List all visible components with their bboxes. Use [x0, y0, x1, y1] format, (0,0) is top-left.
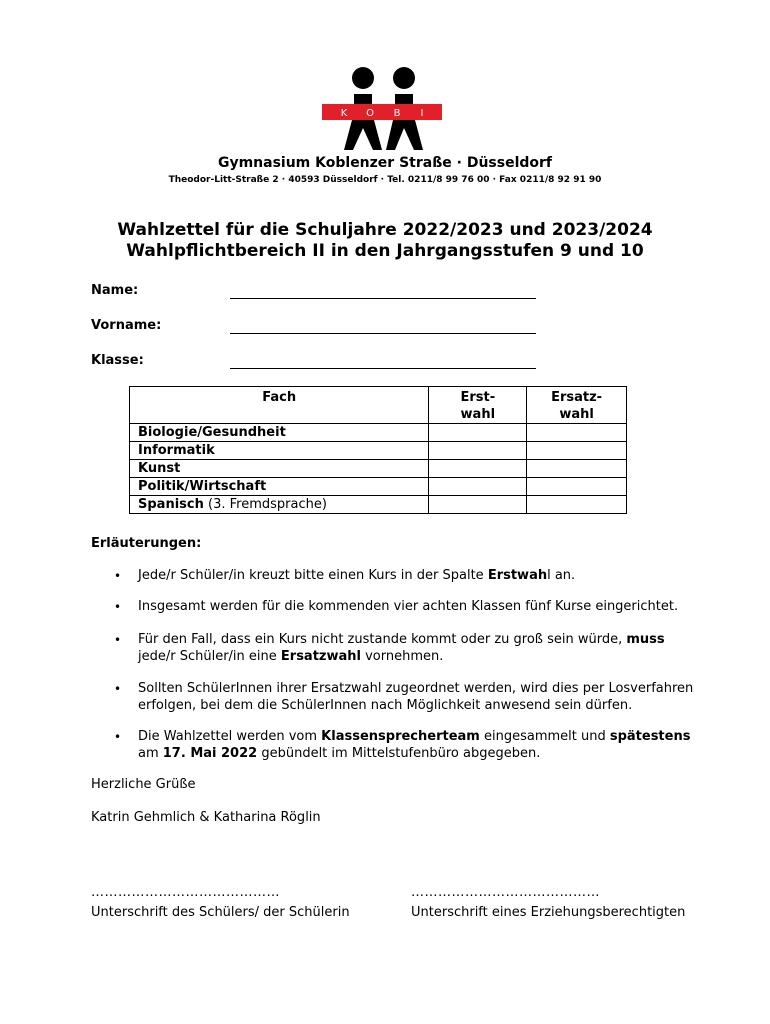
erstwahl-cell[interactable] [429, 496, 527, 514]
bullet: • [114, 569, 122, 583]
explanation-5: Die Wahlzettel werden vom Klassensprecherteam eingesammelt und spätestens am 17. Mai 2022 gebündelt im Mittelstufenbüro abgegeben. [138, 729, 691, 761]
klasse-line[interactable] [230, 354, 536, 369]
subject-name: Spanisch (3. Fremdsprache) [130, 496, 429, 514]
school-name: Gymnasium Koblenzer Straße · Düsseldorf [217, 155, 553, 171]
signers: Katrin Gehmlich & Katharina Röglin [91, 810, 321, 825]
table-header-row [130, 387, 627, 424]
table-row [130, 460, 627, 478]
header-fach: Fach [130, 387, 429, 424]
school-logo [322, 66, 442, 150]
subject-name: Biologie/Gesundheit [130, 424, 429, 442]
explanation-2: Insgesamt werden für die kommenden vier achten Klassen fünf Kurse eingerichtet. [138, 599, 679, 614]
explanation-4: Sollten SchülerInnen ihrer Ersatzwahl zugeordnet werden, wird dies per Losverfahren erfolgen, bei dem die SchülerInnen nach Möglichkeit anwesend sein dürfen. [138, 681, 694, 713]
ersatzwahl-cell[interactable] [527, 424, 627, 442]
logo-letter-o: O [366, 108, 374, 119]
vorname-line[interactable] [230, 319, 536, 334]
logo-legs-left [344, 120, 382, 150]
document-title: Wahlzettel für die Schuljahre 2022/2023 und 2023/2024 [117, 220, 653, 240]
bullet: • [114, 600, 122, 614]
signature-line-guardian[interactable]: …………………………………… [411, 885, 600, 900]
table-row [130, 496, 627, 514]
ersatzwahl-cell[interactable] [527, 496, 627, 514]
explanation-1: Jede/r Schüler/in kreuzt bitte einen Kurs in der Spalte Erstwahl an. [138, 568, 576, 583]
bullet: • [114, 730, 122, 744]
header-erstwahl: Erst- wahl [429, 387, 527, 424]
logo-letter-i: I [420, 108, 424, 119]
logo-letter-k: K [340, 108, 348, 119]
explanation-3: Für den Fall, dass ein Kurs nicht zustande kommt oder zu groß sein würde, muss jede/r Schüler/in eine Ersatzwahl vornehmen. [138, 632, 665, 664]
subject-table [129, 386, 627, 514]
ersatzwahl-cell[interactable] [527, 460, 627, 478]
document-subtitle: Wahlpflichtbereich II in den Jahrgangsstufen 9 und 10 [126, 241, 644, 261]
bullet: • [114, 682, 122, 696]
explanations-heading: Erläuterungen: [91, 536, 202, 551]
erstwahl-cell[interactable] [429, 424, 527, 442]
table-row [130, 424, 627, 442]
logo-letter-b: B [393, 108, 401, 119]
logo-legs-right [386, 120, 423, 150]
klasse-label: Klasse: [91, 353, 144, 368]
signature-line-student[interactable]: …………………………………… [91, 885, 280, 900]
erstwahl-cell[interactable] [429, 478, 527, 496]
ersatzwahl-cell[interactable] [527, 478, 627, 496]
logo-head-right [393, 67, 415, 89]
subject-name: Informatik [130, 442, 429, 460]
name-line[interactable] [230, 284, 536, 299]
greeting: Herzliche Grüße [91, 777, 196, 792]
erstwahl-cell[interactable] [429, 442, 527, 460]
table-row [130, 442, 627, 460]
subject-name: Politik/Wirtschaft [130, 478, 429, 496]
signature-label-student: Unterschrift des Schülers/ der Schülerin [91, 905, 350, 920]
subject-name: Kunst [130, 460, 429, 478]
bullet: • [114, 633, 122, 647]
signature-label-guardian: Unterschrift eines Erziehungsberechtigten [411, 905, 686, 920]
table-row [130, 478, 627, 496]
vorname-label: Vorname: [91, 318, 162, 333]
header-ersatzwahl: Ersatz- wahl [527, 387, 627, 424]
logo-head-left [352, 67, 374, 89]
school-address: Theodor-Litt-Straße 2 · 40593 Düsseldorf · Tel. 0211/8 99 76 00 · Fax 0211/8 92 91 90 [168, 175, 602, 185]
name-label: Name: [91, 283, 139, 298]
erstwahl-cell[interactable] [429, 460, 527, 478]
ersatzwahl-cell[interactable] [527, 442, 627, 460]
